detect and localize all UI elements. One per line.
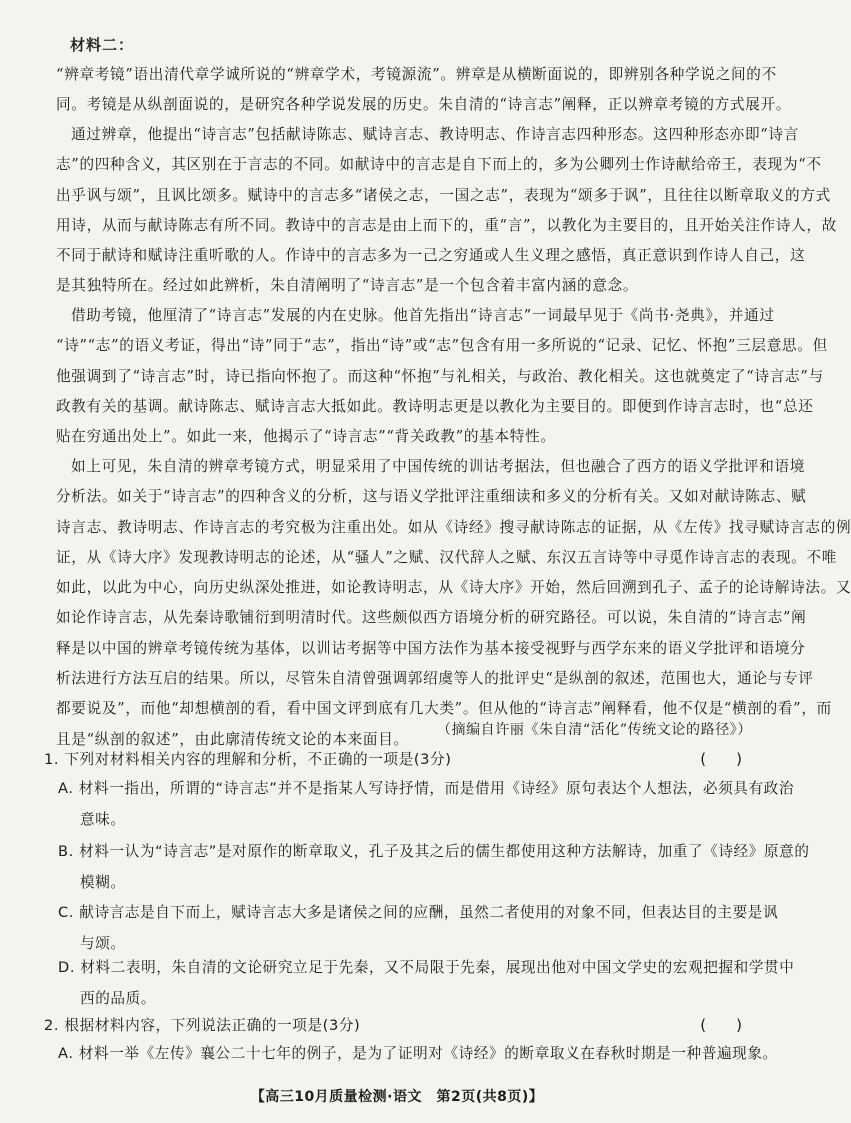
paragraph-3 — [56, 301, 828, 452]
option-text: A. 材料一指出，所谓的“诗言志”并不是指某人写诗抒情，而是借用《诗经》原句表达个人想法，必须具有政治 — [58, 780, 795, 797]
text-line: 政教有关的基调。献诗陈志、赋诗言志大抵如此。教诗明志更是以教化为主要目的。即便到作诗言志时，也“总还 — [56, 397, 814, 415]
option-1a — [58, 773, 795, 835]
option-1c — [58, 897, 779, 959]
text-line: 出乎讽与颂”，且讽比颂多。赋诗中的言志多“诸侯之志，一国之志”，表现为“颂多于讽”，且往往以断章取义的方式 — [56, 186, 831, 204]
text-line: 是其独特所在。经过如此辨析，朱自清阐明了“诗言志”是一个包含着丰富内涵的意念。 — [56, 277, 639, 295]
option-text-cont: 意味。 — [80, 811, 126, 828]
source-citation: （摘编自许丽《朱自清“活化”传统文论的路径》） — [436, 722, 752, 738]
text-line: 如论作诗言志，从先秦诗歌铺衍到明清时代。这些颇似西方语境分析的研究路径。可以说，朱自清的“诗言志”阐 — [56, 609, 807, 627]
option-2a — [58, 1038, 778, 1069]
text-line: 诗言志、教诗明志、作诗言志的考究极为注重出处。如从《诗经》搜寻献诗陈志的证据，从《左传》找寻赋诗言志的例 — [56, 518, 851, 536]
text-line: 同。考镜是从纵剖面说的，是研究各种学说发展的历史。朱自清的“诗言志”阐释，正以辨章考镜的方式展开。 — [56, 96, 792, 114]
question-2-stem: 2. 根据材料内容，下列说法正确的一项是(3分) — [44, 1017, 361, 1034]
text-line: 用诗，从而与献诗陈志有所不同。教诗中的言志是由上而下的，重“言”，以教化为主要目的，且开始关注作诗人，故 — [56, 216, 838, 234]
section-heading: 材料二： — [70, 36, 135, 54]
page-footer: 【高三10月质量检测·语文 第2页(共8页)】 — [250, 1089, 544, 1105]
option-text: B. 材料一认为“诗言志”是对原作的断章取义，孔子及其之后的儒生都使用这种方法解诗，加重了《诗经》原意的 — [58, 843, 810, 860]
text-line: 不同于献诗和赋诗注重听歌的人。作诗中的言志多为一己之穷通或人生义理之感悟，真正意识到作诗人自己，这 — [56, 247, 806, 265]
text-line: 如上可见，朱自清的辨章考镜方式，明显采用了中国传统的训诂考据法，但也融合了西方的语义学批评和语境 — [71, 458, 806, 475]
option-text: D. 材料二表明，朱自清的文论研究立足于先秦，又不局限于先秦，展现出他对中国文学史的宏观把握和学贯中 — [58, 959, 795, 976]
text-line: “诗”“志”的语义考证，得出“诗”同于“志”，指出“诗”或“志”包含有用一多所说的“记录、记忆、怀抱”三层意思。但 — [56, 337, 828, 355]
question-1-stem: 1. 下列对材料相关内容的理解和分析，不正确的一项是(3分) — [44, 751, 452, 768]
text-line: 且是“纵剖的叙述”，由此廓清传统文论的本来面目。 — [56, 730, 409, 748]
answer-bracket-1: ( ) — [700, 750, 742, 768]
text-line: 如此，以此为中心，向历史纵深处推进，如论教诗明志，从《诗大序》开始，然后回溯到孔子、孟子的论诗解诗法。又 — [56, 579, 851, 597]
text-line: 释是以中国的辨章考镜传统为基体，以训诂考据等中国方法作为基本接受视野与西学东来的语义学批评和语境分 — [56, 639, 806, 657]
paragraph-2 — [56, 120, 838, 302]
text-line: 通过辨章，他提出“诗言志”包括献诗陈志、赋诗言志、教诗明志、作诗言志四种形态。这四种形态亦即“诗言 — [71, 126, 799, 143]
paragraph-1 — [56, 60, 792, 121]
option-1b — [58, 836, 810, 898]
text-line: 证，从《诗大序》发现教诗明志的论述，从“骚人”之赋、汉代辞人之赋、东汉五言诗等中寻觅作诗言志的表现。不唯 — [56, 548, 838, 566]
text-line: 他强调到了“诗言志”时，诗已指向怀抱了。而这种“怀抱”与礼相关，与政治、教化相关。这也就奠定了“诗言志”与 — [56, 367, 824, 385]
text-line: 都要说及”，而他“却想横剖的看，看中国文评到底有几大类”。但从他的“诗言志”阐释看，他不仅是“横剖的看”，而 — [56, 700, 832, 718]
answer-bracket-2: ( ) — [700, 1016, 742, 1034]
paragraph-4 — [56, 452, 851, 755]
option-text: C. 献诗言志是自下而上，赋诗言志大多是诸侯之间的应酬，虽然二者使用的对象不同，但表达目的主要是讽 — [58, 904, 779, 921]
text-line: 借助考镜，他厘清了“诗言志”发展的内在史脉。他首先指出“诗言志”一词最早见于《尚书·尧典》，并通过 — [71, 307, 775, 324]
text-line: 析法进行方法互启的结果。所以，尽管朱自清曾强调郭绍虞等人的批评史“是纵剖的叙述，范围也大，通论与专评 — [56, 670, 814, 688]
text-line: 贴在穷通出处上”。如此一来，他揭示了“诗言志”“背关政教”的基本特性。 — [56, 428, 556, 446]
text-line: 分析法。如关于“诗言志”的四种含义的分析，这与语义学批评注重细读和多义的分析有关。又如对献诗陈志、赋 — [56, 488, 807, 506]
option-text-cont: 模糊。 — [80, 874, 126, 891]
option-1d — [58, 952, 795, 1014]
option-text: A. 材料一举《左传》襄公二十七年的例子，是为了证明对《诗经》的断章取义在春秋时期是一种普遍现象。 — [58, 1045, 778, 1062]
text-line: 志”的四种含义，其区别在于言志的不同。如献诗中的言志是自下而上的，多为公卿列士作诗献给帝王，表现为“不 — [56, 156, 822, 174]
option-text-cont: 与颂。 — [80, 935, 126, 952]
text-line: “辨章考镜”语出清代章学诚所说的“辨章学术，考镜源流”。辨章是从横断面说的，即辨别各种学说之间的不 — [56, 66, 777, 83]
option-text-cont: 西的品质。 — [80, 990, 156, 1007]
